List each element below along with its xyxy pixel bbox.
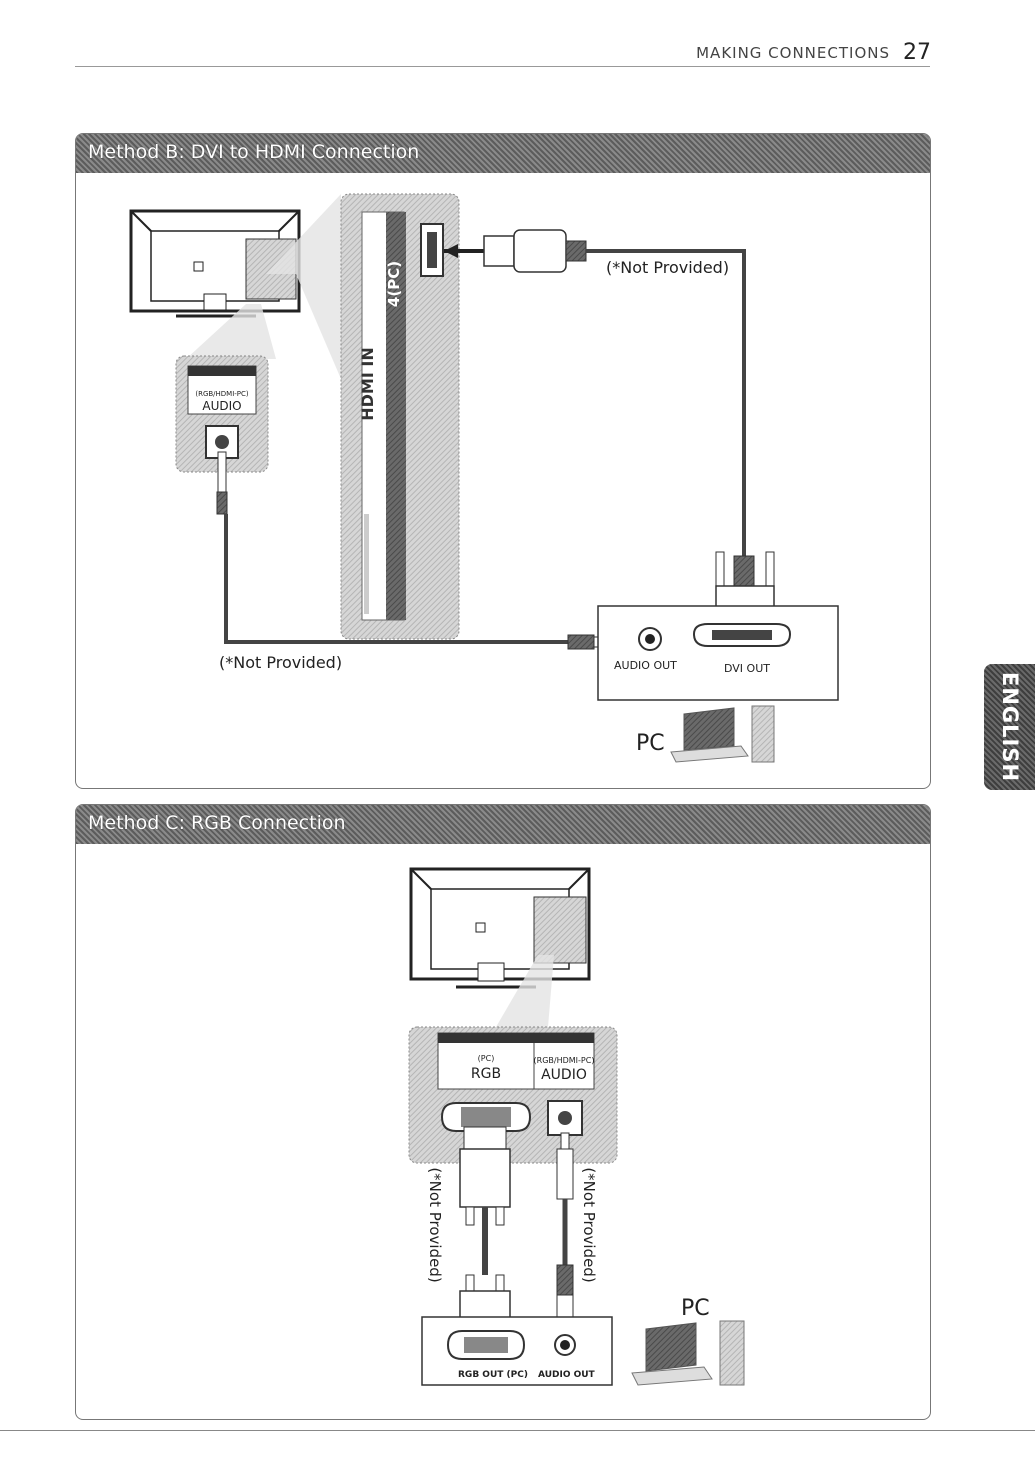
method-b-diagram xyxy=(76,134,931,789)
rgb-audio-port-callout xyxy=(409,1027,617,1163)
language-tab xyxy=(984,664,1035,790)
footer-divider xyxy=(0,1430,1035,1431)
audio-cable-note: (*Not Provided) xyxy=(580,1167,598,1283)
method-c-diagram xyxy=(76,805,931,1420)
hdmi-port-number: 4(PC) xyxy=(385,260,403,308)
running-header: MAKING CONNECTIONS xyxy=(696,44,890,62)
audio-tag-label: (RGB/HDMI-PC) xyxy=(533,1056,595,1065)
rgb-port-label: RGB xyxy=(470,1066,502,1082)
method-b-title: Method B: DVI to HDMI Connection xyxy=(88,141,420,163)
method-c-panel xyxy=(75,804,931,1420)
language-tab-label: ENGLISH xyxy=(998,671,1022,783)
audio-jack-icon xyxy=(639,628,661,650)
hdmi-cable-note: (*Not Provided) xyxy=(606,258,730,277)
pc-ports-panel xyxy=(598,606,838,700)
audio-cable-note: (*Not Provided) xyxy=(219,653,343,672)
rgb-tag-label: (PC) xyxy=(477,1054,495,1063)
laptop-icon xyxy=(632,1323,712,1385)
method-b-panel xyxy=(75,133,931,789)
audio-port-label: AUDIO xyxy=(541,1067,587,1083)
tv-back-icon xyxy=(411,869,589,987)
dvi-port-icon xyxy=(694,624,790,646)
hdmi-connector-icon xyxy=(444,230,586,272)
method-c-title: Method C: RGB Connection xyxy=(88,812,346,834)
audio-port-label: AUDIO xyxy=(202,399,242,413)
hdmi-port-icon xyxy=(421,224,443,276)
vga-cable-note: (*Not Provided) xyxy=(426,1167,444,1283)
audio-cable xyxy=(557,1133,573,1335)
hdmi-dvi-cable xyxy=(586,251,744,556)
pc-vga-port-icon xyxy=(448,1331,524,1359)
hdmi-in-label: HDMI IN xyxy=(358,347,377,421)
pc-rgb-out-label: RGB OUT (PC) xyxy=(458,1370,528,1380)
pc-label: PC xyxy=(636,731,665,756)
audio-port-icon xyxy=(548,1101,582,1135)
laptop-icon xyxy=(671,708,748,762)
pc-audio-out-label: AUDIO OUT xyxy=(538,1370,595,1380)
header-divider xyxy=(75,66,930,67)
pc-audio-jack-icon xyxy=(555,1335,575,1355)
tv-back-icon xyxy=(131,211,299,316)
tower-pc-icon xyxy=(752,706,774,762)
vga-connector-icon xyxy=(460,1127,510,1349)
pc-audio-out-label: AUDIO OUT xyxy=(614,659,677,672)
page-number: 27 xyxy=(903,40,931,65)
audio-tag-label: (RGB/HDMI-PC) xyxy=(195,390,249,398)
pc-dvi-out-label: DVI OUT xyxy=(724,662,770,675)
tower-pc-icon xyxy=(720,1321,744,1385)
pc-label: PC xyxy=(681,1296,710,1321)
